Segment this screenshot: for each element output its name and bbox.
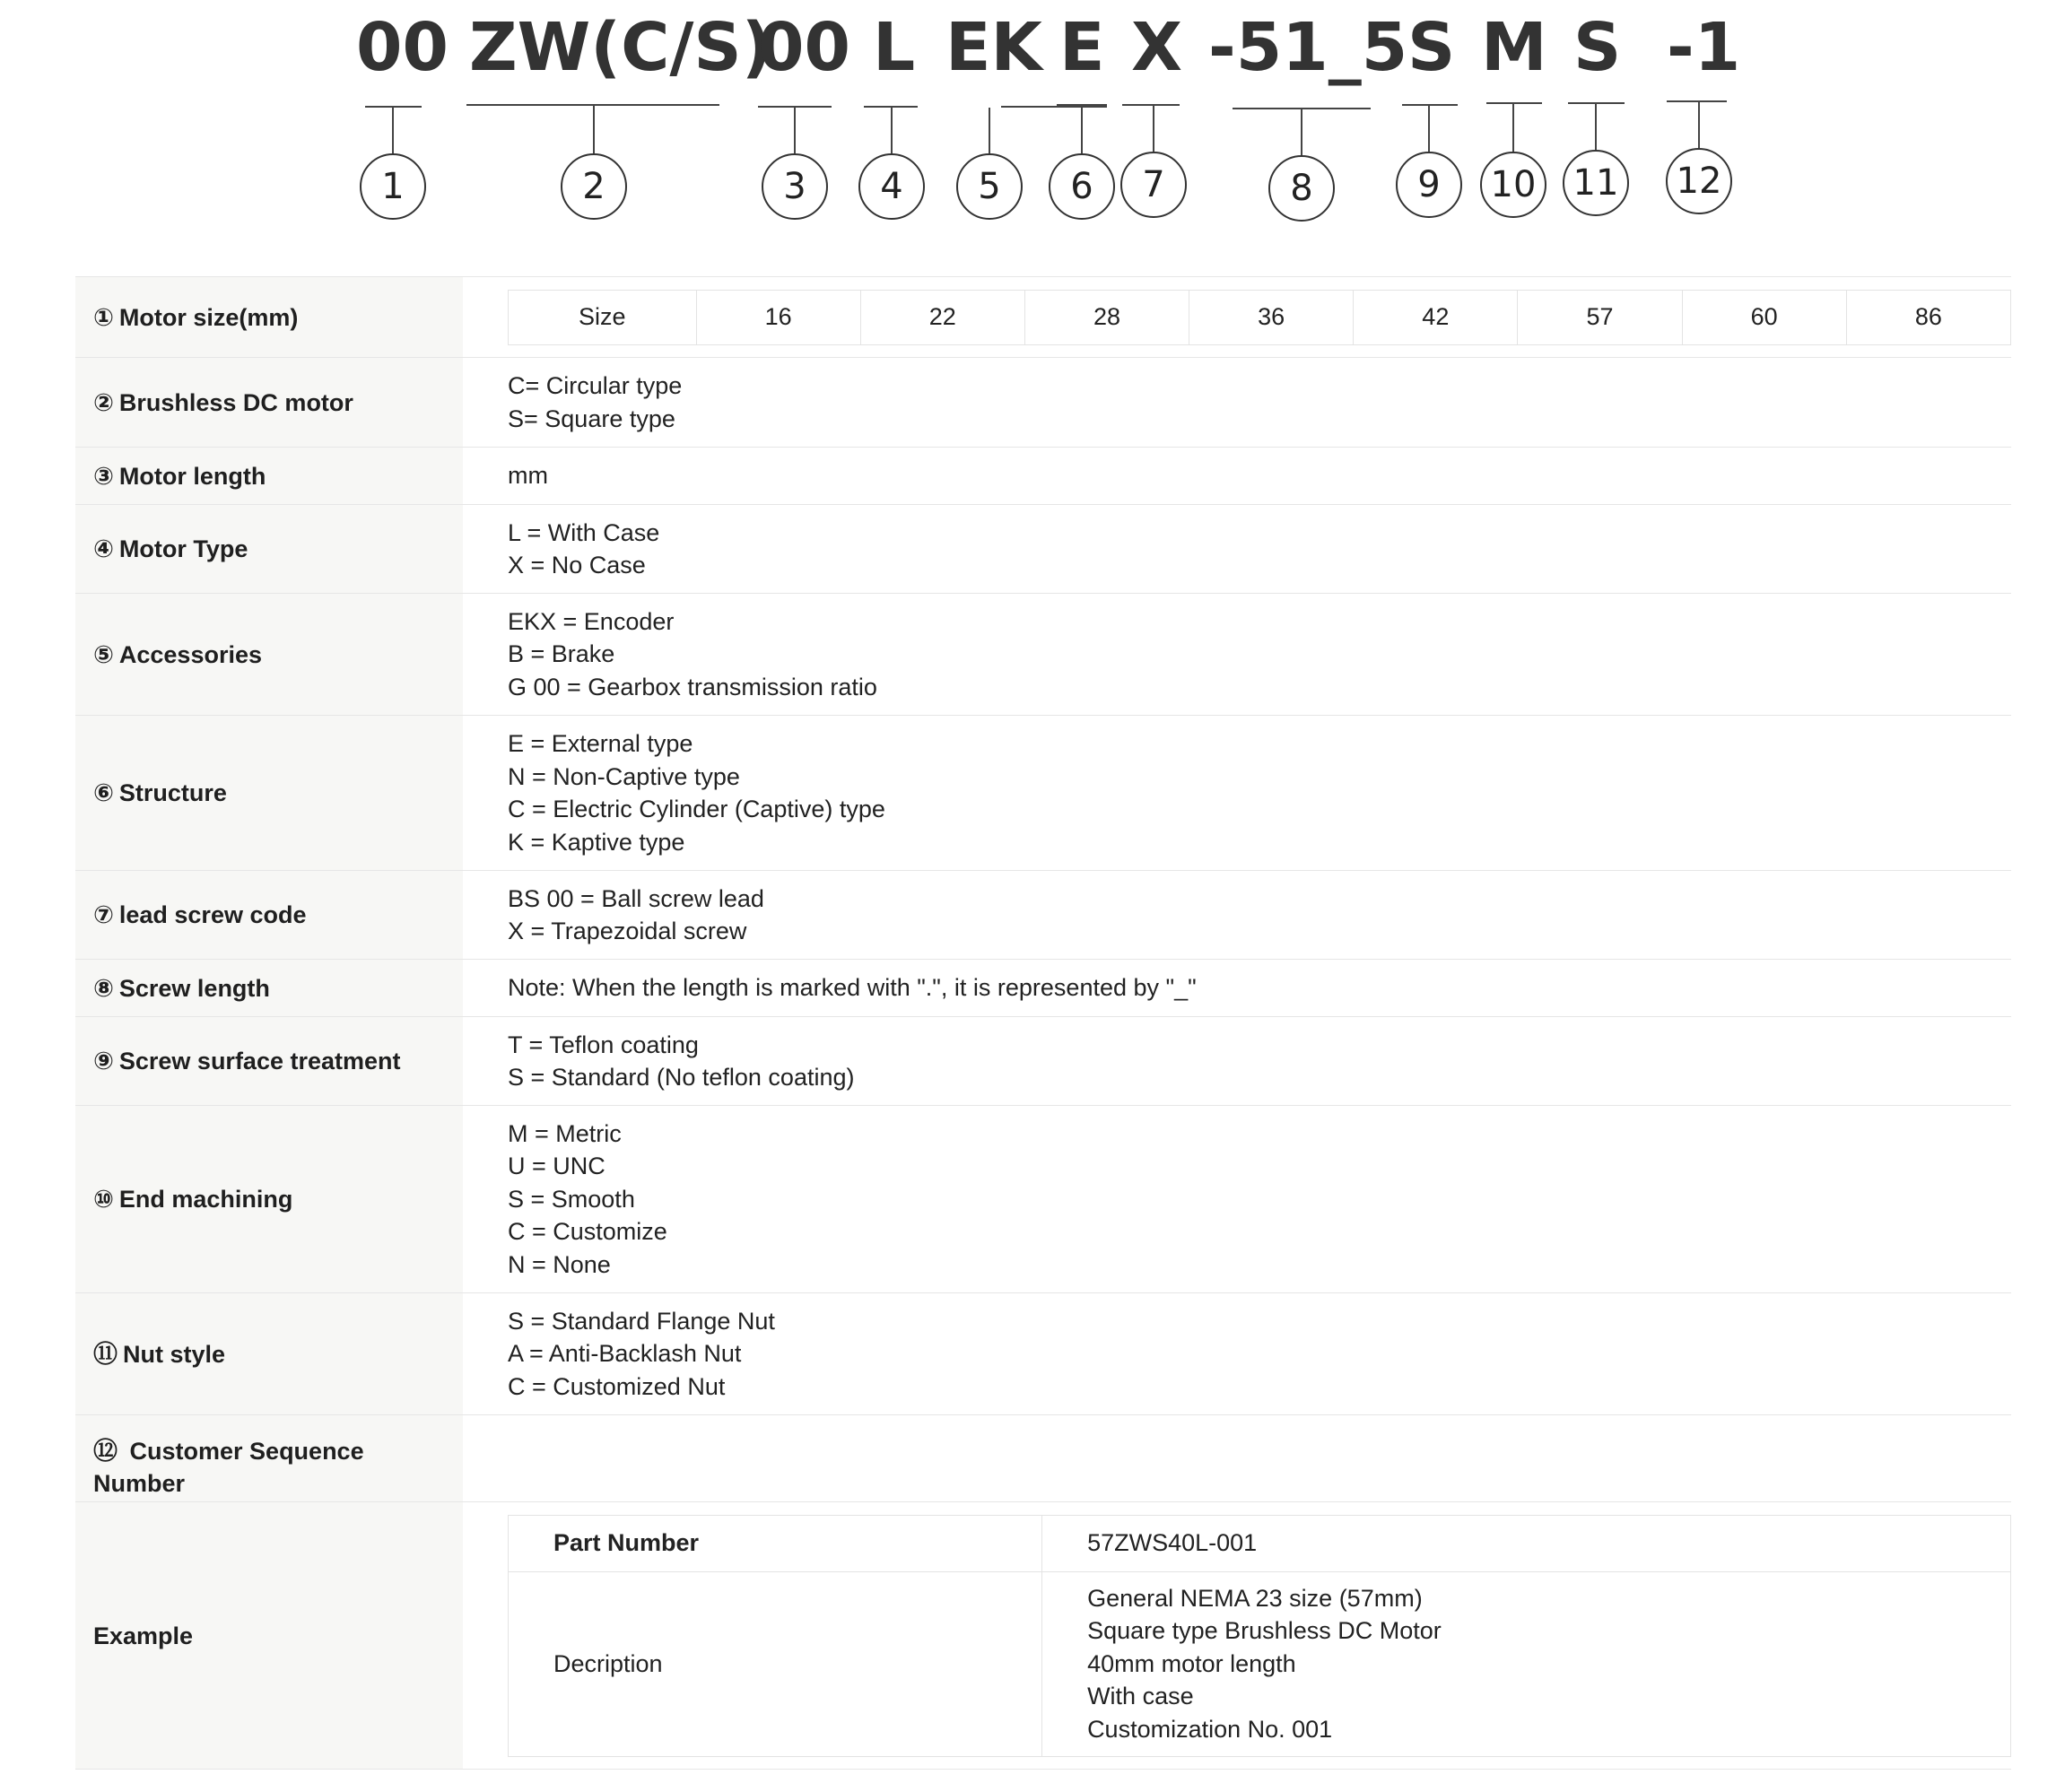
label-text: Example xyxy=(93,1622,194,1649)
row-label xyxy=(75,448,463,504)
value-line: C = Customized Nut xyxy=(508,1372,726,1400)
row-nut-style xyxy=(75,1293,2011,1415)
code-segment-9: S xyxy=(1407,9,1456,86)
example-table xyxy=(508,1515,2011,1757)
value-line: S = Standard (No teflon coating) xyxy=(508,1064,855,1091)
example-row-part-number xyxy=(509,1515,2011,1571)
stem-3 xyxy=(794,106,796,153)
underline-9 xyxy=(1402,104,1458,106)
row-customer-sequence-number xyxy=(75,1415,2011,1502)
value-line: X = No Case xyxy=(508,552,646,578)
value-line: A = Anti-Backlash Nut xyxy=(508,1340,742,1368)
row-label xyxy=(75,277,463,357)
description-line: Square type Brushless DC Motor xyxy=(1087,1617,1442,1645)
stem-4 xyxy=(891,106,893,153)
spec-table xyxy=(75,276,2011,1770)
code-segment-10: M xyxy=(1481,9,1547,86)
stem-8 xyxy=(1301,108,1302,155)
label-text: Motor Type xyxy=(118,535,248,562)
description-line: Customization No. 001 xyxy=(1087,1715,1333,1743)
row-value xyxy=(463,277,2011,357)
row-number: ⑦ xyxy=(93,901,114,928)
label-text: Screw length xyxy=(118,974,270,1002)
code-segment-8: -51_5 xyxy=(1208,9,1408,86)
marker-8: 8 xyxy=(1268,155,1335,222)
size-cell: 60 xyxy=(1682,290,1846,344)
row-end-machining xyxy=(75,1106,2011,1293)
code-segment-3: 00 xyxy=(758,9,850,86)
row-value xyxy=(463,1106,2011,1292)
marker-11: 11 xyxy=(1563,150,1629,216)
row-number: ⑩ xyxy=(93,1186,114,1213)
value-line: U = UNC xyxy=(508,1153,605,1180)
value-line: S = Standard Flange Nut xyxy=(508,1307,775,1335)
row-number: ④ xyxy=(93,535,114,562)
stem-11 xyxy=(1595,102,1597,150)
label-text: Motor length xyxy=(118,462,266,490)
row-value xyxy=(463,448,2011,504)
code-segment-6: E xyxy=(1059,9,1105,86)
size-header-cell: Size xyxy=(509,290,697,344)
value-line: EKX = Encoder xyxy=(508,607,675,635)
code-segment-11: S xyxy=(1573,9,1622,86)
row-lead-screw-code xyxy=(75,871,2011,960)
row-value xyxy=(463,1415,2011,1501)
label-text: Motor size(mm) xyxy=(118,303,299,331)
row-number: ⑧ xyxy=(93,974,114,1002)
label-text: End machining xyxy=(118,1186,293,1213)
row-label xyxy=(75,594,463,715)
stem-1 xyxy=(392,106,394,153)
value-line: BS 00 = Ball screw lead xyxy=(508,884,764,912)
label-text: lead screw code xyxy=(118,901,307,928)
value-line: C = Electric Cylinder (Captive) type xyxy=(508,796,885,822)
row-value xyxy=(463,716,2011,870)
row-example xyxy=(75,1502,2011,1770)
description-value xyxy=(1042,1571,2011,1756)
underline-10 xyxy=(1486,102,1542,104)
value-line: L = With Case xyxy=(508,518,660,546)
example-row-description xyxy=(509,1571,2011,1756)
row-value xyxy=(463,960,2011,1016)
value-line: G 00 = Gearbox transmission ratio xyxy=(508,673,877,700)
row-number: ⑥ xyxy=(93,779,114,806)
label-text: Brushless DC motor xyxy=(118,388,353,416)
row-number: ⑫ xyxy=(93,1438,118,1465)
row-brushless-dc-motor xyxy=(75,358,2011,448)
code-segment-2: ZW(C/S) xyxy=(469,9,772,86)
row-accessories xyxy=(75,594,2011,716)
marker-1: 1 xyxy=(360,153,426,220)
row-number: ⑪ xyxy=(93,1340,118,1368)
size-cell: 57 xyxy=(1518,290,1682,344)
row-label xyxy=(75,1502,463,1769)
size-cell: 42 xyxy=(1354,290,1518,344)
stem-12 xyxy=(1698,100,1700,148)
size-table xyxy=(508,290,2011,345)
row-structure xyxy=(75,716,2011,871)
stem-2 xyxy=(593,104,595,153)
row-number: ③ xyxy=(93,462,114,490)
value-line: B = Brake xyxy=(508,640,615,668)
marker-6: 6 xyxy=(1049,153,1115,220)
value-line: S= Square type xyxy=(508,405,675,432)
row-motor-type xyxy=(75,505,2011,594)
code-segment-7: X xyxy=(1131,9,1183,86)
part-number-label: Part Number xyxy=(509,1515,1042,1571)
label-text: Accessories xyxy=(118,640,262,668)
code-segment-12: -1 xyxy=(1667,9,1741,86)
description-line: With case xyxy=(1087,1683,1194,1710)
code-segment-4: L xyxy=(873,9,916,86)
value-line: C= Circular type xyxy=(508,372,683,399)
size-cell: 22 xyxy=(860,290,1024,344)
marker-3: 3 xyxy=(762,153,828,220)
marker-2: 2 xyxy=(561,153,627,220)
size-cell: 28 xyxy=(1024,290,1189,344)
stem-6 xyxy=(1081,106,1083,153)
label-text: Nut style xyxy=(123,1340,226,1368)
row-value xyxy=(463,505,2011,593)
row-label xyxy=(75,716,463,870)
row-label xyxy=(75,1415,463,1501)
row-label xyxy=(75,1017,463,1105)
value-line: X = Trapezoidal screw xyxy=(508,918,747,944)
value-line: E = External type xyxy=(508,730,693,757)
size-cell: 16 xyxy=(696,290,860,344)
value-line: Note: When the length is marked with ".", it is represented by "_" xyxy=(508,974,1197,1002)
part-number-value: 57ZWS40L-001 xyxy=(1042,1515,2011,1571)
value-line: K = Kaptive type xyxy=(508,828,685,856)
row-value xyxy=(463,871,2011,959)
stem-7 xyxy=(1153,104,1154,152)
row-label xyxy=(75,871,463,959)
label-text: Customer Sequence Number xyxy=(93,1438,364,1497)
row-value xyxy=(463,1502,2011,1769)
marker-12: 12 xyxy=(1666,148,1732,214)
row-number: ① xyxy=(93,303,114,331)
value-line: mm xyxy=(508,462,548,490)
row-motor-length xyxy=(75,448,2011,505)
marker-5: 5 xyxy=(956,153,1023,220)
row-number: ⑨ xyxy=(93,1048,114,1074)
marker-7: 7 xyxy=(1120,152,1187,218)
row-value xyxy=(463,1293,2011,1414)
row-number: ⑤ xyxy=(93,640,114,668)
stem-10 xyxy=(1512,102,1514,152)
description-label: Decription xyxy=(509,1571,1042,1756)
row-screw-length xyxy=(75,960,2011,1017)
marker-4: 4 xyxy=(858,153,925,220)
row-motor-size xyxy=(75,276,2011,358)
row-number: ② xyxy=(93,388,114,416)
row-label xyxy=(75,1293,463,1414)
part-code-diagram xyxy=(0,0,2056,269)
stem-9 xyxy=(1428,104,1430,152)
code-segment-5: EK xyxy=(945,9,1042,86)
row-value xyxy=(463,594,2011,715)
row-label xyxy=(75,1106,463,1292)
marker-10: 10 xyxy=(1480,152,1546,218)
value-line: T = Teflon coating xyxy=(508,1031,699,1058)
label-text: Structure xyxy=(118,779,227,806)
label-text: Screw surface treatment xyxy=(118,1048,401,1074)
row-label xyxy=(75,358,463,447)
underline-12 xyxy=(1667,100,1727,102)
row-label xyxy=(75,960,463,1016)
code-segment-1: 00 xyxy=(356,9,449,86)
value-line: S = Smooth xyxy=(508,1185,635,1213)
row-value xyxy=(463,358,2011,447)
value-line: N = Non-Captive type xyxy=(508,762,740,790)
marker-9: 9 xyxy=(1396,152,1462,218)
description-line: 40mm motor length xyxy=(1087,1649,1296,1677)
value-line: N = None xyxy=(508,1250,611,1278)
size-cell: 36 xyxy=(1189,290,1354,344)
stem-5 xyxy=(989,108,990,153)
size-cell: 86 xyxy=(1846,290,2010,344)
row-screw-surface-treatment xyxy=(75,1017,2011,1106)
underline-7 xyxy=(1122,104,1180,106)
value-line: M = Metric xyxy=(508,1119,622,1147)
description-line: General NEMA 23 size (57mm) xyxy=(1087,1584,1423,1612)
row-value xyxy=(463,1017,2011,1105)
row-label xyxy=(75,505,463,593)
value-line: C = Customize xyxy=(508,1218,667,1246)
